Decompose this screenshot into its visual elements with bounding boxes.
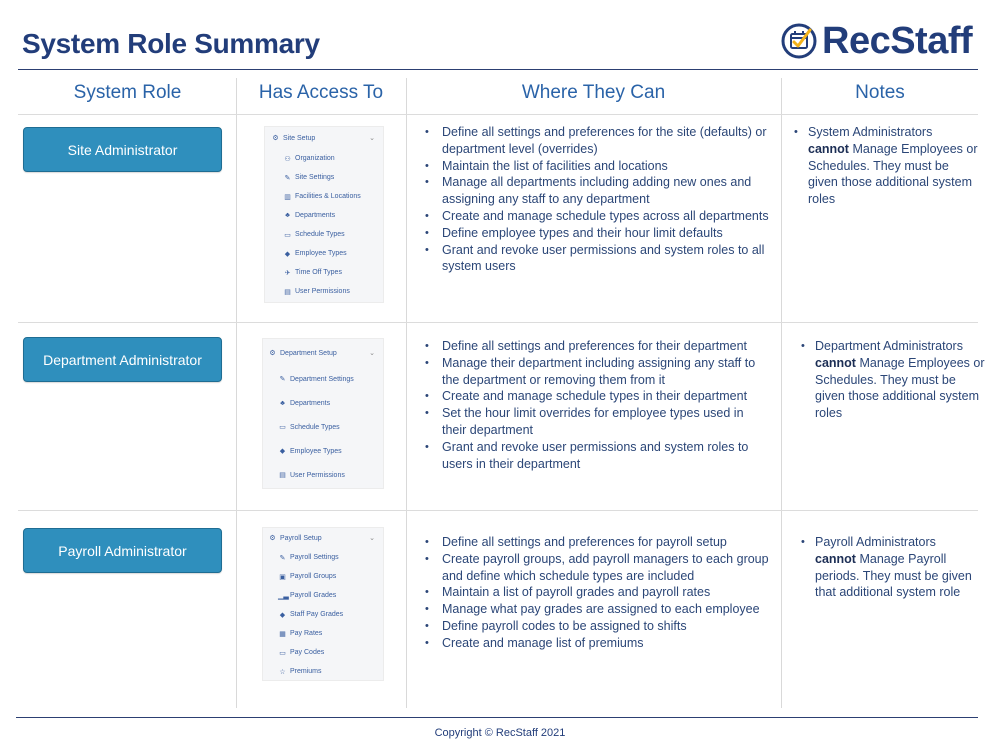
gears-icon: ⚙ — [269, 535, 276, 542]
list-item: • Create and manage schedule types in their department — [424, 388, 769, 405]
row-divider — [18, 510, 978, 511]
logo-text: RecStaff — [822, 19, 973, 62]
column-header-notes: Notes — [855, 82, 905, 103]
gears-icon: ⚙ — [269, 350, 276, 357]
star-icon: ☆ — [279, 668, 286, 676]
menu-item-departments[interactable]: ♣ Departments — [263, 391, 383, 415]
site-admin-note: • System Administrators cannot Manage Employees or Schedules. They must be given those additional system roles — [790, 124, 980, 208]
chevron-down-icon: ⌄ — [369, 350, 375, 357]
department-admin-abilities-list — [424, 338, 769, 472]
menu-item-schedule-types[interactable]: ▭ Schedule Types — [284, 231, 345, 239]
tree-icon: ♣ — [285, 212, 290, 219]
menu-item-pay-rates[interactable]: ▦ Pay Rates — [279, 630, 323, 638]
copyright-text: Copyright © RecStaff 2021 — [434, 727, 566, 739]
menu-item-payroll-groups[interactable]: ▣ Payroll Groups — [279, 573, 337, 581]
header-row-divider — [18, 114, 978, 115]
chevron-down-icon: ⌄ — [369, 535, 375, 542]
menu-item-department-settings[interactable]: ✎ Department Settings — [279, 375, 354, 383]
list-item: • Create and manage list of premiums — [424, 635, 769, 652]
chevron-down-icon: ⌄ — [369, 135, 375, 142]
payroll-setup-menu — [262, 527, 384, 681]
column-header-where-they-can: Where They Can — [521, 82, 666, 103]
list-item: • Manage their department including assigning any staff to the department or removing them from it — [424, 355, 769, 389]
menu-item-employee-types[interactable]: ◆ Employee Types — [284, 250, 347, 258]
menu-item-staff-pay-grades[interactable]: ◆ Staff Pay Grades — [279, 611, 344, 619]
tree-icon: ♣ — [280, 399, 285, 407]
wrench-icon: ✎ — [279, 554, 286, 562]
department-administrator-button[interactable]: Department Administrator — [23, 337, 222, 382]
gears-icon: ⚙ — [272, 135, 279, 142]
menu-title: Payroll Setup — [280, 535, 322, 542]
site-admin-abilities-list — [424, 124, 769, 275]
list-item: • Define all settings and preferences for payroll setup — [424, 534, 769, 551]
wrench-icon: ✎ — [284, 174, 291, 182]
calendar-check-icon — [780, 22, 818, 60]
menu-item-facilities-locations[interactable]: ▥ Facilities & Locations — [284, 193, 361, 201]
menu-item-employee-types[interactable]: ◆ Employee Types — [279, 447, 342, 455]
list-item: • Define all settings and preferences for the site (defaults) or department level (overrides) — [424, 124, 769, 158]
menu-header[interactable] — [263, 339, 383, 367]
menu-header[interactable] — [263, 528, 383, 548]
plane-icon: ✈ — [284, 269, 291, 277]
footer-divider — [16, 717, 978, 718]
building-icon: ▥ — [284, 193, 291, 201]
row-divider — [18, 322, 978, 323]
menu-item-schedule-types[interactable]: ▭ Schedule Types — [279, 423, 340, 431]
menu-header[interactable] — [265, 127, 383, 149]
list-item: • Manage what pay grades are assigned to each employee — [424, 601, 769, 618]
site-administrator-button[interactable]: Site Administrator — [23, 127, 222, 172]
image-icon: ▣ — [279, 573, 286, 581]
credit-card-icon: ▭ — [279, 649, 286, 657]
column-header-has-access-to: Has Access To — [258, 82, 384, 103]
wrench-icon: ✎ — [279, 376, 286, 383]
list-item: • Set the hour limit overrides for employee types used in their department — [424, 405, 769, 439]
menu-title: Department Setup — [280, 350, 337, 357]
recstaff-logo — [780, 20, 972, 62]
menu-item-payroll-grades[interactable]: ▁▃ Payroll Grades — [278, 592, 337, 600]
payroll-administrator-button[interactable]: Payroll Administrator — [23, 528, 222, 573]
column-divider — [236, 78, 237, 708]
department-setup-menu — [262, 338, 384, 489]
calendar-icon: ▭ — [284, 231, 291, 239]
title-divider — [18, 69, 978, 70]
column-header-system-role: System Role — [73, 82, 182, 103]
list-item: • Define all settings and preferences for their department — [424, 338, 769, 355]
menu-item-user-permissions[interactable]: ▤ User Permissions — [279, 471, 345, 479]
list-item: • Define employee types and their hour limit defaults — [424, 225, 769, 242]
tag-icon: ◆ — [279, 448, 286, 455]
page-title: System Role Summary — [22, 28, 320, 59]
list-item: • Create payroll groups, add payroll managers to each group and define which schedule types are included — [424, 551, 769, 585]
menu-item-payroll-settings[interactable]: ✎ Payroll Settings — [279, 554, 339, 562]
id-badge-icon: ▤ — [284, 288, 291, 296]
menu-item-user-permissions[interactable]: ▤ User Permissions — [284, 288, 350, 296]
sitemap-icon: ⚇ — [284, 155, 291, 163]
list-item: • Maintain the list of facilities and locations — [424, 158, 769, 175]
list-item: • Define payroll codes to be assigned to shifts — [424, 618, 769, 635]
list-item: • Grant and revoke user permissions and system roles to all system users — [424, 242, 769, 276]
menu-item-site-settings[interactable]: ✎ Site Settings — [284, 174, 335, 182]
menu-item-pay-codes[interactable]: ▭ Pay Codes — [279, 649, 325, 657]
list-item: • Maintain a list of payroll grades and payroll rates — [424, 584, 769, 601]
department-admin-note: • Department Administrators cannot Manage Employees or Schedules. They must be given those additional system roles — [797, 338, 985, 422]
list-item: • Manage all departments including adding new ones and assigning any staff to any department — [424, 174, 769, 208]
signal-bars-icon: ▁▃ — [278, 592, 289, 600]
menu-title: Site Setup — [283, 135, 316, 142]
menu-item-departments[interactable]: ♣ Departments — [265, 206, 383, 225]
site-setup-menu — [264, 126, 384, 303]
calendar-icon: ▭ — [279, 424, 286, 431]
id-badge-icon: ▤ — [279, 472, 286, 479]
column-divider — [781, 78, 782, 708]
menu-item-premiums[interactable]: ☆ Premiums — [279, 668, 322, 676]
table-icon: ▦ — [279, 630, 286, 638]
column-divider — [406, 78, 407, 708]
payroll-admin-note: • Payroll Administrators cannot Manage Payroll periods. They must be given that additional system role — [797, 534, 987, 601]
list-item: • Create and manage schedule types across all departments — [424, 208, 769, 225]
payroll-admin-abilities-list — [424, 534, 769, 652]
menu-item-organization[interactable]: ⚇ Organization — [284, 155, 335, 163]
menu-item-time-off-types[interactable]: ✈ Time Off Types — [284, 269, 342, 277]
list-item: • Grant and revoke user permissions and system roles to users in their department — [424, 439, 769, 473]
tag-icon: ◆ — [284, 250, 291, 258]
tag-icon: ◆ — [279, 611, 286, 619]
